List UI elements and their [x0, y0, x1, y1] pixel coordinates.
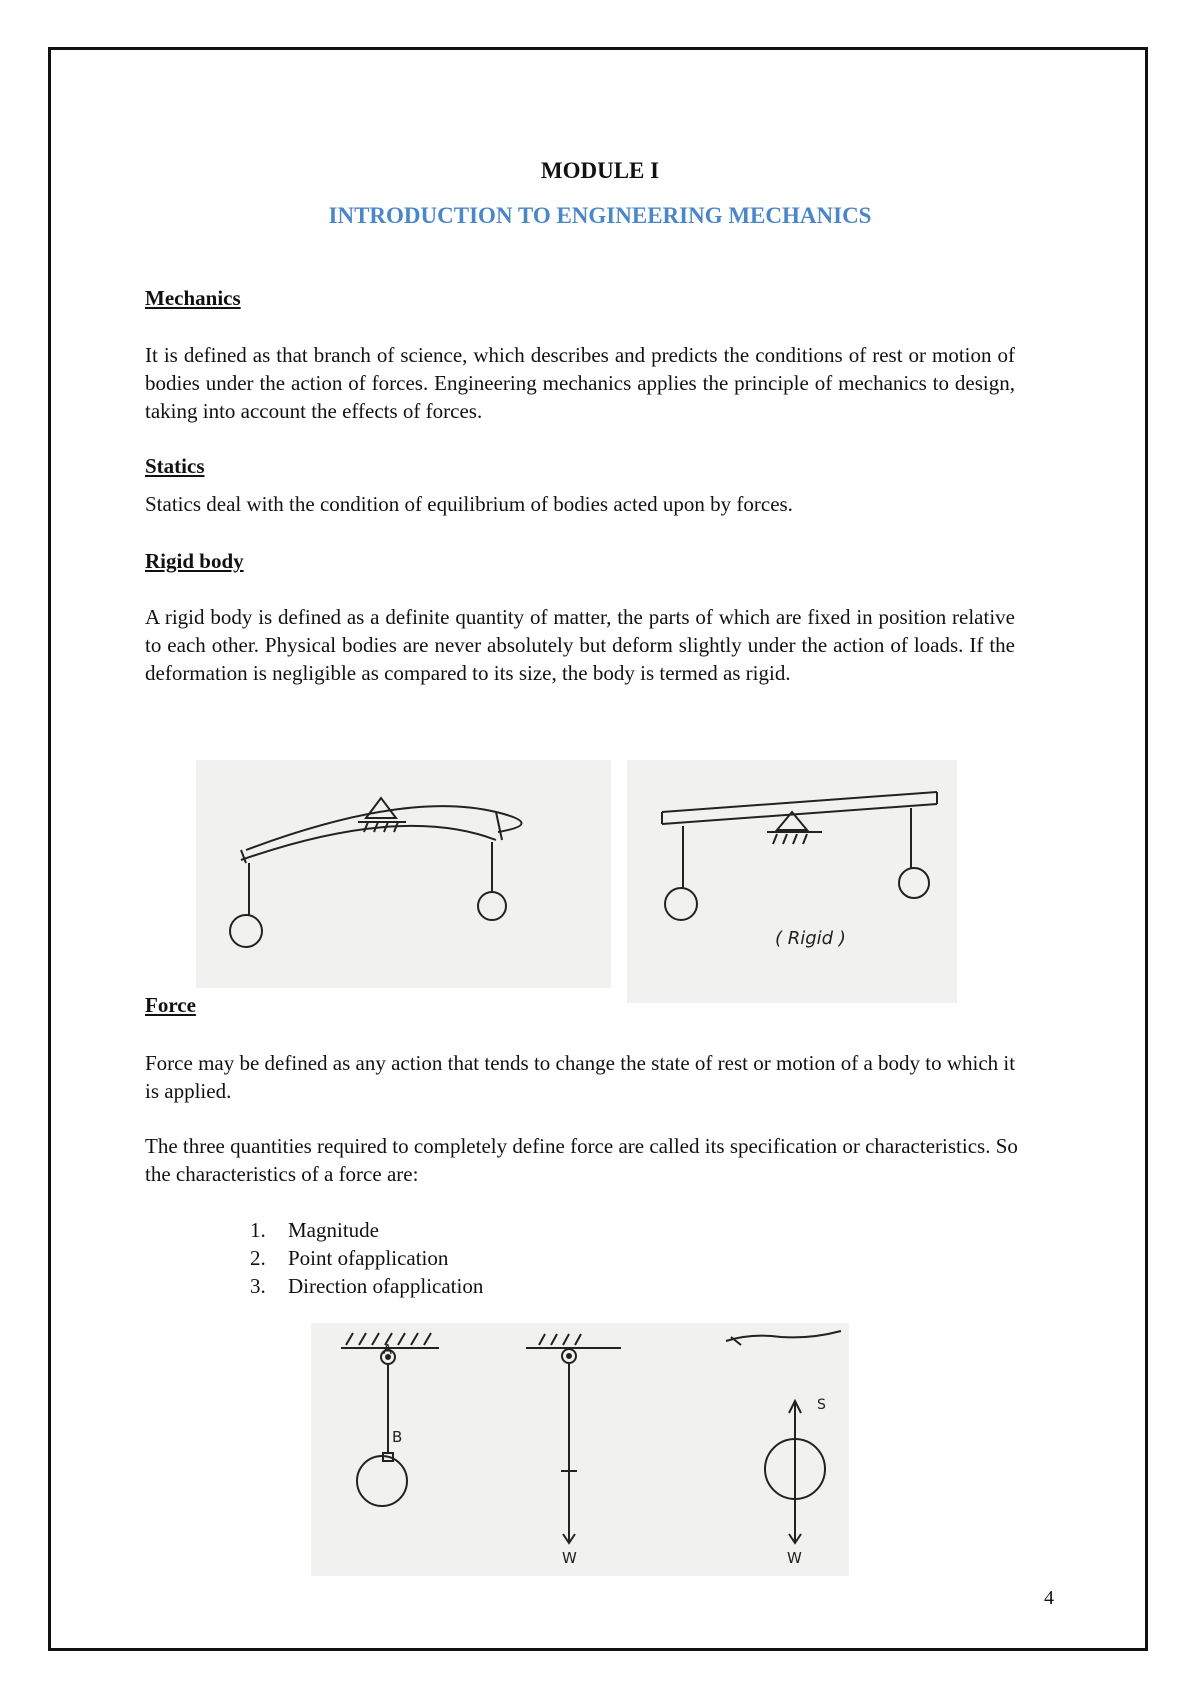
- force-definition-paragraph: Force may be defined as any action that tends to change the state of rest or motion of a body to which it is applied.: [145, 1051, 1016, 1103]
- label-a: A: [383, 1343, 392, 1358]
- force-characteristics-paragraph: The three quantities required to completely define force are called its specification or characteristics. So the characteristics of a force are:: [145, 1134, 1018, 1186]
- list-item: [250, 1244, 483, 1272]
- heading-force: Force: [145, 993, 196, 1017]
- list-item: [250, 1216, 483, 1244]
- list-label: Direction ofapplication: [288, 1274, 484, 1298]
- module-subtitle: INTRODUCTION TO ENGINEERING MECHANICS: [328, 203, 872, 228]
- heading-mechanics: Mechanics: [145, 286, 241, 310]
- heading-statics: Statics: [145, 454, 205, 478]
- module-title: MODULE I: [540, 158, 660, 183]
- characteristics-list: [250, 1216, 483, 1300]
- label-w1: W: [562, 1549, 577, 1567]
- list-label: Point ofapplication: [288, 1246, 449, 1270]
- rigid-body-paragraph: A rigid body is defined as a definite quantity of matter, the parts of which are fixed in position relative to each other. Physical bodies are never absolutely but deform slightly under the action of loads. If the deformation is negligible as compared to its size, the body is termed as rigid.: [145, 605, 1015, 685]
- list-label: Magnitude: [288, 1218, 379, 1242]
- page-number: 4: [1044, 1587, 1054, 1609]
- list-number: 3.: [250, 1274, 266, 1298]
- rigid-label: ( Rigid ): [775, 928, 846, 949]
- list-item: [250, 1272, 483, 1300]
- rigid-beam-sketch: [627, 760, 957, 1003]
- statics-paragraph: Statics deal with the condition of equilibrium of bodies acted upon by forces.: [145, 492, 793, 516]
- label-w2: W: [787, 1549, 802, 1567]
- deformed-beam-sketch: [196, 760, 611, 988]
- mechanics-paragraph: It is defined as that branch of science, which describes and predicts the conditions of rest or motion of bodies under the action of forces. Engineering mechanics applies the principle of mechanics to design, taking into account the effects of forces.: [145, 343, 1015, 423]
- list-number: 2.: [250, 1246, 266, 1270]
- force-sketch: [311, 1323, 849, 1576]
- heading-rigid-body: Rigid body: [145, 549, 244, 573]
- label-b: B: [392, 1428, 403, 1446]
- label-s: S: [817, 1397, 826, 1413]
- list-number: 1.: [250, 1218, 266, 1242]
